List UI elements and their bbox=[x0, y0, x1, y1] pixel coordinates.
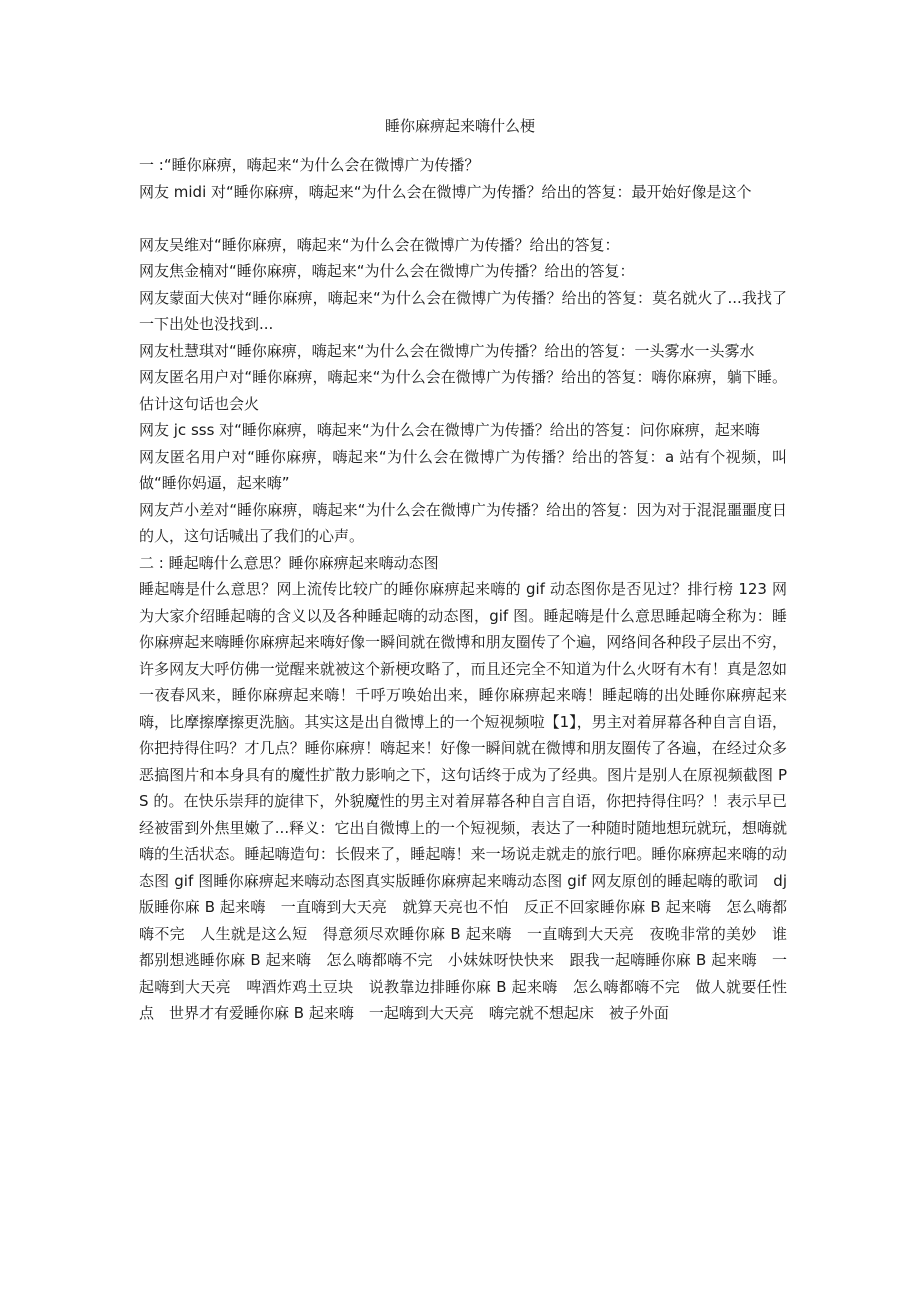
answer-paragraph: 网友 midi 对“睡你麻痹，嗨起来“为什么会在微博广为传播？给出的答复：最开始好像是这个 bbox=[139, 182, 752, 201]
section-heading-2: 二 : 睡起嗨什么意思？睡你麻痹起来嗨动态图 bbox=[139, 553, 439, 572]
answer-paragraph: 网友匿名用户对“睡你麻痹，嗨起来“为什么会在微博广为传播？给出的答复：嗨你麻痹，躺下睡。估计这句话也会火 bbox=[139, 368, 787, 413]
answer-paragraph: 网友蒙面大侠对“睡你麻痹，嗨起来“为什么会在微博广为传播？给出的答复：莫名就火了...我找了一下出处也没找到... bbox=[139, 288, 787, 333]
document-title: 睡你麻痹起来嗨什么梗 bbox=[384, 117, 535, 135]
answer-paragraph: 网友芦小差对“睡你麻痹，嗨起来“为什么会在微博广为传播？给出的答复：因为对于混混噩噩度日的人，这句话喊出了我们的心声。 bbox=[139, 500, 787, 545]
answer-paragraph: 网友焦金楠对“睡你麻痹，嗨起来“为什么会在微博广为传播？给出的答复： bbox=[139, 262, 635, 280]
article-paragraph: 睡起嗨是什么意思？网上流传比较广的睡你麻痹起来嗨的 gif 动态图你是否见过？排行榜 123 网为大家介绍睡起嗨的含义以及各种睡起嗨的动态图，gif 图。睡起嗨是什么意思睡起嗨全称为：睡你麻痹起来嗨睡你麻痹起来嗨好像一瞬间就在微博和朋友圈传了个遍，网络间各种段子层出不穷，许多网友大呼仿佛一觉醒来就被这个新梗攻略了，而且还完全不知道为什么火呀有木有！真是忽如一夜春风来，睡你麻痹起来嗨！千呼万唤始出来，睡你麻痹起来嗨！睡起嗨的出处睡你麻痹起来嗨，比摩擦摩擦更洗脑。其实这是出自微博上的一个短视频啦【1】，男主对着屏幕各种自言自语，你把持得住吗？才几点？睡你麻痹！嗨起来！好像一瞬间就在微博和朋友圈传了各遍，在经过众多恶搞图片和本身具有的魔性扩散力影响之下，这句话终于成为了经典。图片是别人在原视频截图 PS 的。在快乐崇拜的旋律下，外貌魔性的男主对着屏幕各种自言自语，你把持得住吗？！表示早已经被雷到外焦里嫩了...释义：它出自微博上的一个短视频，表达了一种随时随地想玩就玩，想嗨就嗨的生活状态。睡起嗨造句：长假来了，睡起嗨！来一场说走就走的旅行吧。睡你麻痹起来嗨的动态图 gif 图睡你麻痹起来嗨动态图真实版睡你麻痹起来嗨动态图 gif 网友原创的睡起嗨的歌词 dj 版睡你麻 B 起来嗨 一直嗨到大天亮 就算天亮也不怕 反正不回家睡你麻 B 起来嗨 怎么嗨都嗨不完 人生就是这么短 得意须尽欢睡你麻 B 起来嗨 一直嗨到大天亮 夜晚非常的美妙 谁都别想逃睡你麻 B 起来嗨 怎么嗨都嗨不完 小妹妹呀快快来 跟我一起嗨睡你麻 B 起来嗨 一起嗨到大天亮 啤酒炸鸡土豆块 说教靠边排睡你麻 B 起来嗨 怎么嗨都嗨不完 做人就要任性点 世界才有爱睡你麻 B 起来嗨 一起嗨到大天亮 嗨完就不想起床 被子外面 bbox=[139, 580, 787, 1022]
blank-line bbox=[139, 205, 787, 232]
section-heading-1: 一 :“睡你麻痹，嗨起来“为什么会在微博广为传播？ bbox=[139, 156, 480, 174]
answer-paragraph: 网友匿名用户对“睡你麻痹，嗨起来“为什么会在微博广为传播？给出的答复：a 站有个视频，叫做“睡你妈逼，起来嗨” bbox=[139, 447, 787, 492]
answer-paragraph: 网友杜慧琪对“睡你麻痹，嗨起来“为什么会在微博广为传播？给出的答复：一头雾水一头雾水 bbox=[139, 341, 755, 360]
document-body bbox=[139, 152, 787, 1027]
answer-paragraph: 网友吴维对“睡你麻痹，嗨起来“为什么会在微博广为传播？给出的答复： bbox=[139, 235, 620, 254]
answer-paragraph: 网友 jc sss 对“睡你麻痹，嗨起来“为什么会在微博广为传播？给出的答复：问你麻痹，起来嗨 bbox=[139, 421, 760, 439]
